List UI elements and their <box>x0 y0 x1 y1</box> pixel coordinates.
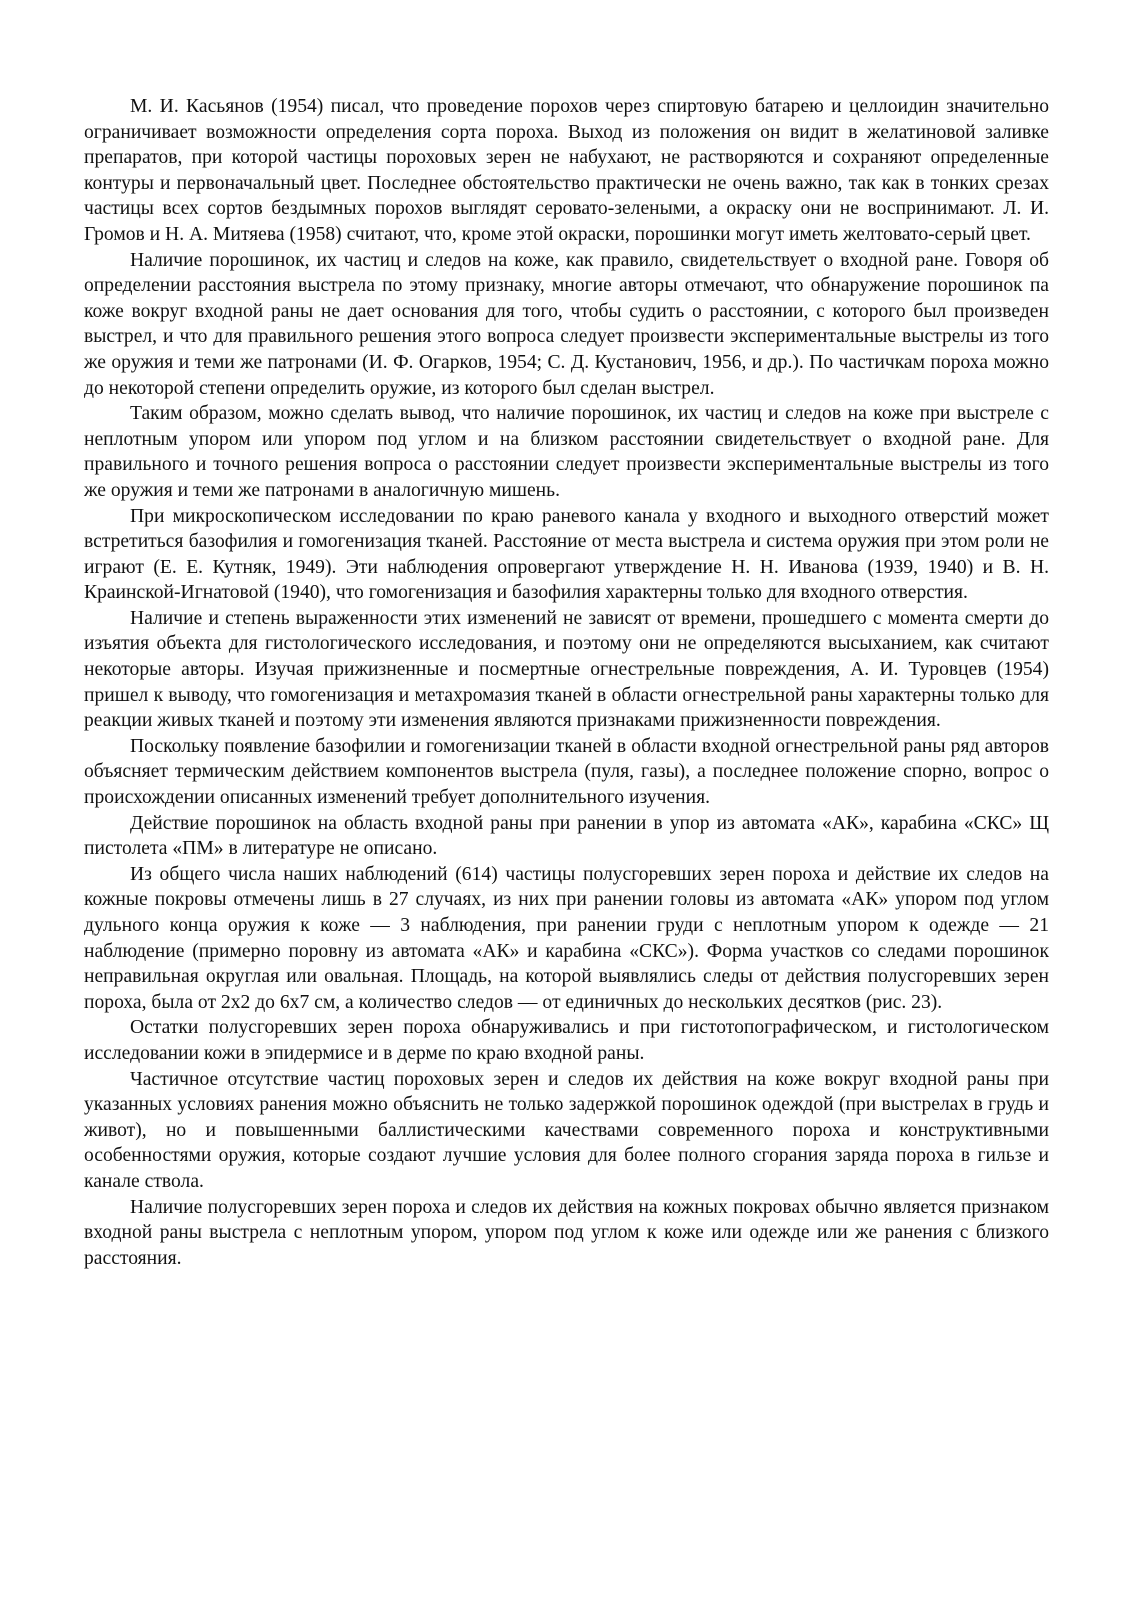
paragraph-4: При микроскопическом исследовании по краю раневого канала у входного и выходного отверстий может встретиться базофилия и гомогенизация тканей. Расстояние от места выстрела и система оружия при этом роли не играют (Е. Е. Кутняк, 1949). Эти наблюдения опровергают утверждение Н. Н. Иванова (1939, 1940) и В. Н. Краинской-Игнатовой (1940), что гомогенизация и базофилия характерны только для входного отверстия. <box>84 505 1049 604</box>
paragraph-5: Наличие и степень выраженности этих изменений не зависят от времени, прошедшего с момента смерти до изъятия объекта для гистологического исследования, и поэтому они не определяются высыханием, как считают некоторые авторы. Изучая прижизненные и посмертные огнестрельные повреждения, А. И. Туровцев (1954) пришел к выводу, что гомогенизация и метахромазия тканей в области огнестрельной раны характерны только для реакции живых тканей и поэтому эти изменения являются признаками прижизненности повреждения. <box>84 607 1049 732</box>
paragraph-10: Частичное отсутствие частиц пороховых зерен и следов их действия на коже вокруг входной раны при указанных условиях ранения можно объяснить не только задержкой порошинок одеждой (при выстрелах в грудь и живот), но и повышенными баллистическими качествами современного пороха и конструктивными особенностями оружия, которые создают лучшие условия для более полного сгорания заряда пороха в гильзе и канале ствола. <box>84 1068 1049 1192</box>
paragraph-2: Наличие порошинок, их частиц и следов на коже, как правило, свидетельствует о входной ране. Говоря об определении расстояния выстрела по этому признаку, многие авторы отмечают, что обнаружение порошинок па коже вокруг входной раны не дает основания для того, чтобы судить о расстоянии, с которого был произведен выстрел, и что для правильного решения этого вопроса следует произвести экспериментальные выстрелы из того же оружия и теми же патронами (И. Ф. Огарков, 1954; С. Д. Кустанович, 1956, и др.). По частичкам пороха можно до некоторой степени определить оружие, из которого был сделан выстрел. <box>84 249 1049 399</box>
paragraph-1: М. И. Касьянов (1954) писал, что проведение порохов через спиртовую батарею и целлоидин значительно ограничивает возможности определения сорта пороха. Выход из положения он видит в желатиновой заливке препаратов, при которой частицы пороховых зерен не набухают, не растворяются и сохраняют определенные контуры и первоначальный цвет. Последнее обстоятельство практически не очень важно, так как в тонких срезах частицы всех сортов бездымных порохов выглядят серовато-зелеными, а окраску они не воспринимают. Л. И. Громов и Н. А. Митяева (1958) считают, что, кроме этой окраски, порошинки могут иметь желтовато-серый цвет. <box>84 96 1049 245</box>
paragraph-9: Остатки полусгоревших зерен пороха обнаруживались и при гистотопографическом, и гистологическом исследовании кожи в эпидермисе и в дерме по краю входной раны. <box>84 1017 1049 1064</box>
paragraph-6: Поскольку появление базофилии и гомогенизации тканей в области входной огнестрельной раны ряд авторов объясняет термическим действием компонентов выстрела (пуля, газы), а последнее положение спорно, вопрос о происхождении описанных изменений требует дополнительного изучения. <box>84 735 1049 809</box>
paragraph-3: Таким образом, можно сделать вывод, что наличие порошинок, их частиц и следов на коже при выстреле с неплотным упором или упором под углом и на близком расстоянии свидетельствует о входной ране. Для правильного и точного решения вопроса о расстоянии следует произвести экспериментальные выстрелы из того же оружия и теми же патронами в аналогичную мишень. <box>84 403 1049 501</box>
paragraph-8: Из общего числа наших наблюдений (614) частицы полусгоревших зерен пороха и действие их следов на кожные покровы отмечены лишь в 27 случаях, из них при ранении головы из автомата «АК» упором под углом дульного конца оружия к коже — 3 наблюдения, при ранении груди с неплотным упором к одежде — 21 наблюдение (примерно поровну из автомата «АК» и карабина «СКС»). Форма участков со следами порошинок неправильная округлая или овальная. Площадь, на которой выявлялись следы от действия полусгоревших зерен пороха, была от 2х2 до 6х7 см, а количество следов — от единичных до нескольких десятков (рис. 23). <box>84 863 1049 1013</box>
paragraph-11: Наличие полусгоревших зерен пороха и следов их действия на кожных покровах обычно является признаком входной раны выстрела с неплотным упором, упором под углом к коже или одежде или же ранения с близкого расстояния. <box>84 1196 1049 1269</box>
paragraph-7: Действие порошинок на область входной раны при ранении в упор из автомата «АК», карабина «СКС» Щ пистолета «ПМ» в литературе не описано. <box>84 812 1049 860</box>
document-page <box>84 94 1049 1271</box>
